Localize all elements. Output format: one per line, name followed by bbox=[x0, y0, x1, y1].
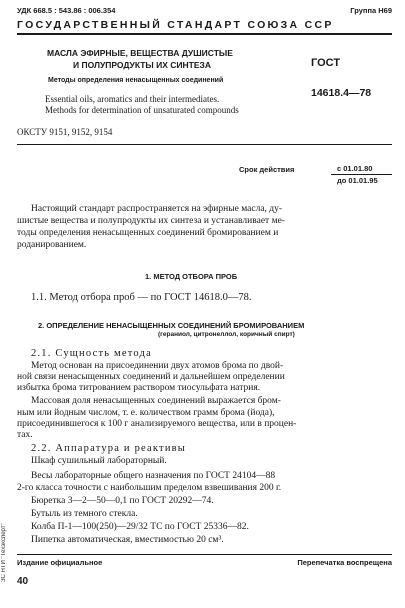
group-code: Группа Н69 bbox=[350, 6, 392, 15]
s21-line-3: избытка брома титрованием раствором тиосульфата натрия. bbox=[17, 383, 261, 393]
s21-line-6: присоединившегося к 100 г анализируемого вещества, или в процен- bbox=[17, 419, 297, 429]
ru-subtitle: Методы определения ненасыщенных соединений bbox=[48, 77, 224, 84]
udk-code: УДК 668.5 : 543.86 : 006.354 bbox=[17, 6, 116, 15]
s21-line-7: тах. bbox=[17, 430, 33, 440]
s22-line-1: Шкаф сушильный лабораторный. bbox=[31, 456, 167, 466]
validity-rule bbox=[331, 174, 392, 175]
subsection-2-2-title: 2.2. Аппаратура и реактивы bbox=[31, 443, 187, 454]
ru-title-line-1: МАСЛА ЭФИРНЫЕ, ВЕЩЕСТВА ДУШИСТЫЕ bbox=[47, 48, 233, 58]
intro-line-4: роданированием. bbox=[17, 240, 87, 250]
s21-line-5: ным или йодным числом, т. е. количеством грамм брома (йода), bbox=[17, 408, 275, 418]
section-1-text: 1.1. Метод отбора проб — по ГОСТ 14618.0—78. bbox=[31, 292, 252, 303]
gost-label: ГОСТ bbox=[311, 57, 341, 69]
standard-org-title: ГОСУДАРСТВЕННЫЙ СТАНДАРТ СОЮЗА ССР bbox=[17, 19, 334, 31]
section-2-heading: 2. ОПРЕДЕЛЕНИЕ НЕНАСЫЩЕННЫХ СОЕДИНЕНИЙ БРОМИРОВАНИЕМ bbox=[38, 321, 305, 330]
footer-reprint: Перепечатка воспрещена bbox=[297, 558, 392, 567]
s21-line-1: Метод основан на присоединении двух атомов брома по двой- bbox=[31, 361, 284, 371]
section-1-heading: 1. МЕТОД ОТБОРА ПРОБ bbox=[145, 272, 238, 281]
s21-line-2: ной связи ненасыщенных соединений и дальнейшем определении bbox=[17, 372, 285, 382]
oksty-codes: ОКСТУ 9151, 9152, 9154 bbox=[17, 127, 113, 137]
footer-rule bbox=[17, 554, 392, 555]
ru-title-line-2: И ПОЛУПРОДУКТЫ ИХ СИНТЕЗА bbox=[73, 60, 211, 70]
section-2-subheading: (гераниол, цитронеллол, коричный спирт) bbox=[158, 331, 295, 338]
side-stamp: ЗС НТИ "Техэксперт" bbox=[1, 523, 7, 583]
subsection-2-1-title: 2.1. Сущность метода bbox=[31, 348, 152, 359]
validity-from: с 01.01.80 bbox=[337, 164, 373, 173]
validity-to: до 01.01.95 bbox=[337, 176, 378, 185]
en-title-line-1: Essential oils, aromatics and their intermediates. bbox=[45, 94, 220, 104]
s21-line-4: Массовая доля ненасыщенных соединений выражается бром- bbox=[31, 396, 281, 406]
intro-line-1: Настоящий стандарт распространяется на эфирные масла, ду- bbox=[31, 204, 283, 214]
s22-line-4: Бюретка 3—2—50—0,1 по ГОСТ 20292—74. bbox=[31, 496, 214, 506]
gost-number: 14618.4—78 bbox=[311, 87, 372, 99]
validity-label: Срок действия bbox=[239, 165, 295, 174]
s22-line-6: Колба П-1—100(250)—29/32 ТС по ГОСТ 25336—82. bbox=[31, 522, 249, 532]
intro-line-3: тоды определения ненасыщенных соединений бромированием и bbox=[17, 228, 279, 238]
header-rule bbox=[17, 33, 392, 35]
title-rule bbox=[17, 144, 392, 145]
s22-line-5: Бутыль из темного стекла. bbox=[31, 509, 138, 519]
footer-official: Издание официальное bbox=[17, 558, 103, 567]
intro-line-2: шистые вещества и полупродукты их синтеза и устанавливает ме- bbox=[17, 216, 285, 226]
page-number: 40 bbox=[17, 576, 29, 587]
en-title-line-2: Methods for determination of unsaturated compounds bbox=[45, 105, 239, 115]
s22-line-7: Пипетка автоматическая, вместимостью 20 см³. bbox=[31, 535, 224, 545]
s22-line-2: Весы лабораторные общего назначения по ГОСТ 24104—88 bbox=[31, 471, 276, 481]
s22-line-3: 2-го класса точности с наибольшим пределом взвешивания 200 г. bbox=[17, 483, 282, 493]
